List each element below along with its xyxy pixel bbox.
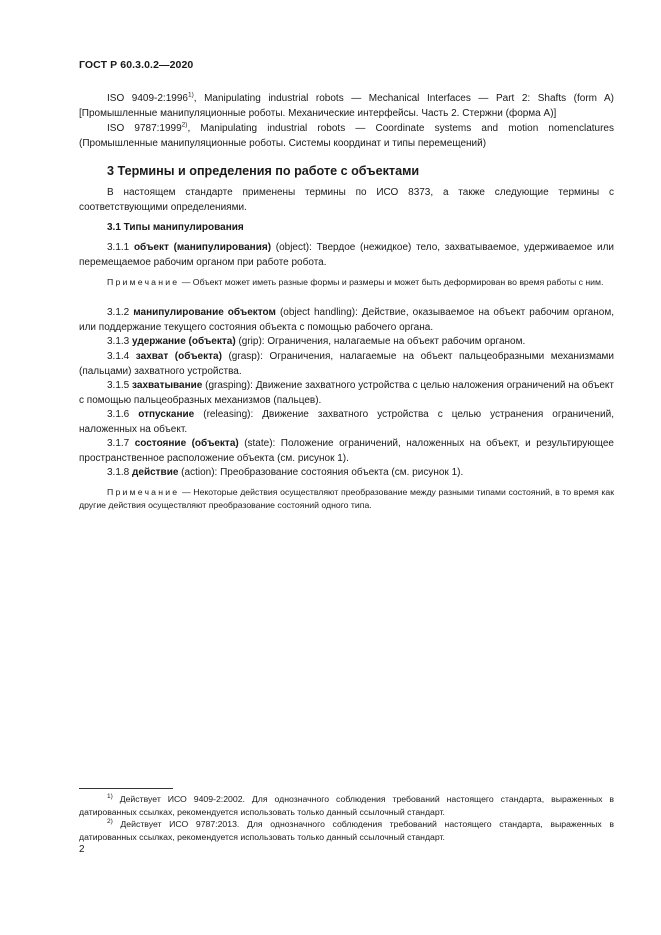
term-definition: (state): Положение ограничений, наложенных на объект, и результирующее пространственное расположение объекта (см. рисунок 1). xyxy=(79,438,614,464)
term-number: 3.1.8 xyxy=(107,467,133,478)
reference-text: , Manipulating industrial robots — Coordinate systems and motion nomenclatures (Промышленные манипуляционные роботы. Системы координат и типы перемещений) xyxy=(79,123,614,149)
reference-lead: ISO 9787:1999 xyxy=(107,123,182,134)
footnote-2 xyxy=(79,818,614,844)
term-3-1-4 xyxy=(79,349,614,379)
term-name: состояние (объекта) xyxy=(134,438,239,449)
document-code: ГОСТ Р 60.3.0.2—2020 xyxy=(79,59,194,71)
term-number: 3.1.4 xyxy=(107,351,136,362)
subsection-title: 3.1 Типы манипулирования xyxy=(107,222,244,233)
term-number: 3.1.3 xyxy=(107,336,133,347)
section-intro: В настоящем стандарте применены термины по ИСО 8373, а также следующие термины с соответствующими определениями. xyxy=(79,187,614,213)
term-definition: (object handling): Действие, оказываемое на объект рабочим органом, или поддержание текущего состояния объекта с помощью рабочего органа. xyxy=(79,307,614,333)
term-3-1-3 xyxy=(79,334,614,349)
term-3-1-7 xyxy=(79,436,614,466)
reference-iso-9409 xyxy=(79,91,614,121)
term-name: захватывание xyxy=(132,380,203,391)
term-number: 3.1.5 xyxy=(107,380,133,391)
term-3-1-6 xyxy=(79,407,614,437)
term-number: 3.1.1 xyxy=(107,242,134,253)
footnote-separator xyxy=(79,788,173,789)
footnote-text: Действует ИСО 9409-2:2002. Для однозначного соблюдения требований настоящего стандарта, выраженных в датированных ссылках, рекомендуется использовать только данный ссылочный стандарт. xyxy=(79,794,614,817)
term-3-1-8 xyxy=(79,465,614,480)
term-number: 3.1.6 xyxy=(107,409,139,420)
term-definition: (grasping): Движение захватного устройства с целью наложения ограничений на объект с помощью пальцеобразных механизмов (пальцев). xyxy=(79,380,614,406)
footnote-marker: 1) xyxy=(107,793,113,801)
term-name: объект (манипулирования) xyxy=(133,242,272,253)
note-label: Примечание xyxy=(107,277,180,287)
section-title: 3 Термины и определения по работе с объектами xyxy=(107,164,420,178)
note-text: — Объект может иметь разные формы и размеры и может быть деформирован во время работы с ним. xyxy=(179,277,604,287)
reference-iso-9787 xyxy=(79,121,614,151)
footnote-text: Действует ИСО 9787:2013. Для однозначного соблюдения требований настоящего стандарта, выраженных в датированных ссылках, рекомендуется использовать только данный ссылочный стандарт. xyxy=(79,819,614,842)
term-definition: (releasing): Движение захватного устройства с целью устранения ограничений, наложенных на объект. xyxy=(79,409,614,435)
footnote-marker: 2) xyxy=(181,121,188,129)
reference-text: , Manipulating industrial robots — Mechanical Interfaces — Part 2: Shafts (form A) [Промышленные манипуляционные роботы. Механические интерфейсы. Часть 2. Стержни (форма А)] xyxy=(79,93,615,119)
term-3-1-2 xyxy=(79,305,614,335)
term-name: манипулирование объектом xyxy=(133,307,276,318)
term-3-1-5 xyxy=(79,378,614,408)
term-name: отпускание xyxy=(138,409,195,420)
term-number: 3.1.2 xyxy=(107,307,134,318)
page-number: 2 xyxy=(79,844,85,855)
note-2 xyxy=(79,486,614,512)
footnote-1 xyxy=(79,793,614,819)
reference-lead: ISO 9409-2:1996 xyxy=(107,93,188,104)
term-definition: (grasp): Ограничения, налагаемые на объект пальцеобразными механизмами (пальцами) захватного устройства. xyxy=(79,351,615,377)
footnote-marker: 2) xyxy=(107,818,113,826)
footnote-marker: 1) xyxy=(187,91,194,99)
note-text: — Некоторые действия осуществляют преобразование между разными типами состояний, в то время как другие действия осуществляют преобразование состояний одного типа. xyxy=(79,487,614,510)
term-definition: (grip): Ограничения, налагаемые на объект рабочим органом. xyxy=(235,336,526,347)
term-definition: (action): Преобразование состояния объекта (см. рисунок 1). xyxy=(178,467,464,478)
term-number: 3.1.7 xyxy=(107,438,135,449)
note-1 xyxy=(79,276,614,289)
term-name: захват (объекта) xyxy=(135,351,222,362)
term-3-1-1 xyxy=(79,240,614,270)
term-name: удержание (объекта) xyxy=(132,336,236,347)
term-definition: (object): Твердое (нежидкое) тело, захватываемое, удерживаемое или перемещаемое рабочим органом при работе робота. xyxy=(79,242,614,268)
term-name: действие xyxy=(132,467,179,478)
note-label: Примечание xyxy=(107,487,180,497)
